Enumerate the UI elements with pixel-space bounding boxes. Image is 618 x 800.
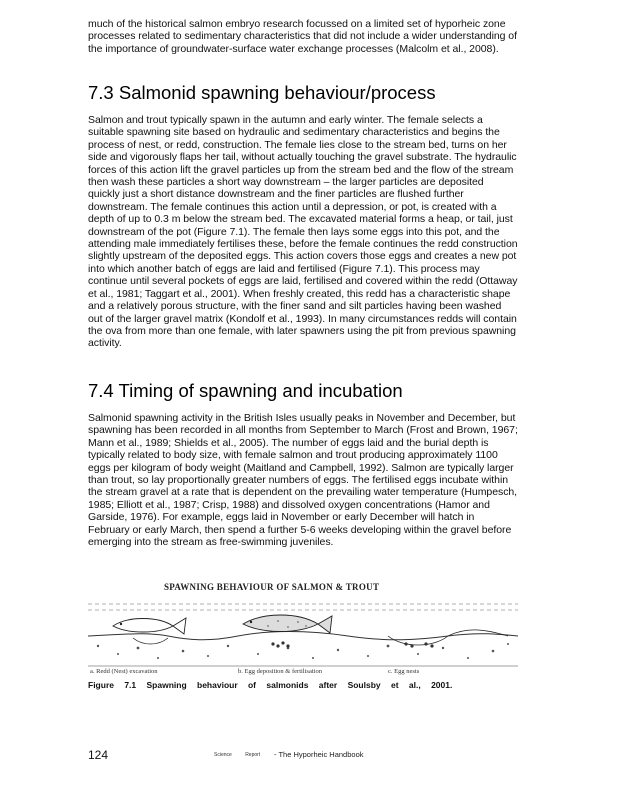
section-7-4-body: Salmonid spawning activity in the British Isles usually peaks in November and December, but spawning has been recorded in all months from September to March (Frost and Brown, 1967; Mann et al., 1989; Shields et al., 2005). The number of eggs laid and the burial depth is typically related to body size, with female salmon and trout producing approximately 1100 eggs per kilogram of body weight (Maitland and Campbell, 1992). Salmon are typically larger than trout, so lay proportionally greater numbers of eggs. The fertilised eggs incubate within the stream gravel at a rate that is dependent on the prevailing water temperature (Humpesch, 1985; Elliott et al., 1987; Crisp, 1988) and dissolved oxygen concentrations (Hamor and Garside, 1976). For example, eggs laid in November or early December will hatch in February or early March, then spend a further 5-6 weeks developing within the gravel before emerging into the stream as free-swimming juveniles. [88, 412, 518, 549]
section-7-3-heading: 7.3 Salmonid spawning behaviour/process [88, 82, 436, 103]
footer-title: - The Hyporheic Handbook [274, 750, 364, 759]
footer-mark-report: Report [245, 752, 261, 758]
footer-marks [214, 752, 260, 758]
panel-label-a: a. Redd (Nest) excavation [90, 668, 158, 675]
fish-excavating-icon [113, 618, 186, 644]
figure-7-1 [88, 582, 518, 712]
section-7-4-heading: 7.4 Timing of spawning and incubation [88, 380, 403, 401]
panel-label-c: c. Egg nests [388, 668, 420, 675]
section-7-3-body: Salmon and trout typically spawn in the autumn and early winter. The female selects a suitable spawning site based on hydraulic and sedimentary characteristics and begins the process of nest, or redd, construction. The female lies close to the stream bed, turns on her side and vigorously flaps her tail, without actually touching the gravel substrate. The hydraulic forces of this action lift the gravel particles up from the stream bed and the flow of the stream then wash these particles a short way downstream – the larger particles are deposited quickly just a short distance downstream and the finer particles are flushed further downstream. The female continues this action until a depression, or pot, is created with a depth of up to 0.3 m below the stream bed. The excavated material forms a heap, or tail, just downstream of the pot (Figure 7.1). The female then lays some eggs into this pot, and the attending male immediately fertilises these, before the female continues the redd construction slightly upstream of the deposited eggs. This action covers those eggs and creates a new pot into which another batch of eggs are laid and fertilised (Figure 7.1). This process may continue until several pockets of eggs are laid, fertilised and covered within the redd (Ottaway et al., 1981; Taggart et al., 2001). When freshly created, this redd has a characteristic shape and a relatively porous structure, with the finer sand and silt particles having been washed out of the larger gravel matrix (Kondolf et al., 1993). In many circumstances redds will contain the ova from more than one female, with later spawners using the pit from previous spawning activity. [88, 114, 518, 350]
egg-nests-icon [388, 630, 508, 648]
footer-mark-science: Science [214, 752, 232, 758]
page-number: 124 [88, 748, 109, 762]
page-footer [88, 748, 518, 768]
panel-label-b: b. Egg deposition & fertilisation [238, 668, 322, 675]
figure-caption: Figure 7.1 Spawning behaviour of salmonids after Soulsby et al., 2001. [88, 680, 453, 690]
figure-title: SPAWNING BEHAVIOUR OF SALMON & TROUT [164, 582, 380, 592]
fish-egg-deposition-icon [243, 615, 332, 648]
intro-paragraph: much of the historical salmon embryo research focussed on a limited set of hyporheic zone processes related to sedimentary characteristics that did not include a wider understanding of the importance of groundwater-surface water exchange processes (Malcolm et al., 2008). [88, 18, 517, 55]
spawning-illustration [88, 596, 518, 668]
